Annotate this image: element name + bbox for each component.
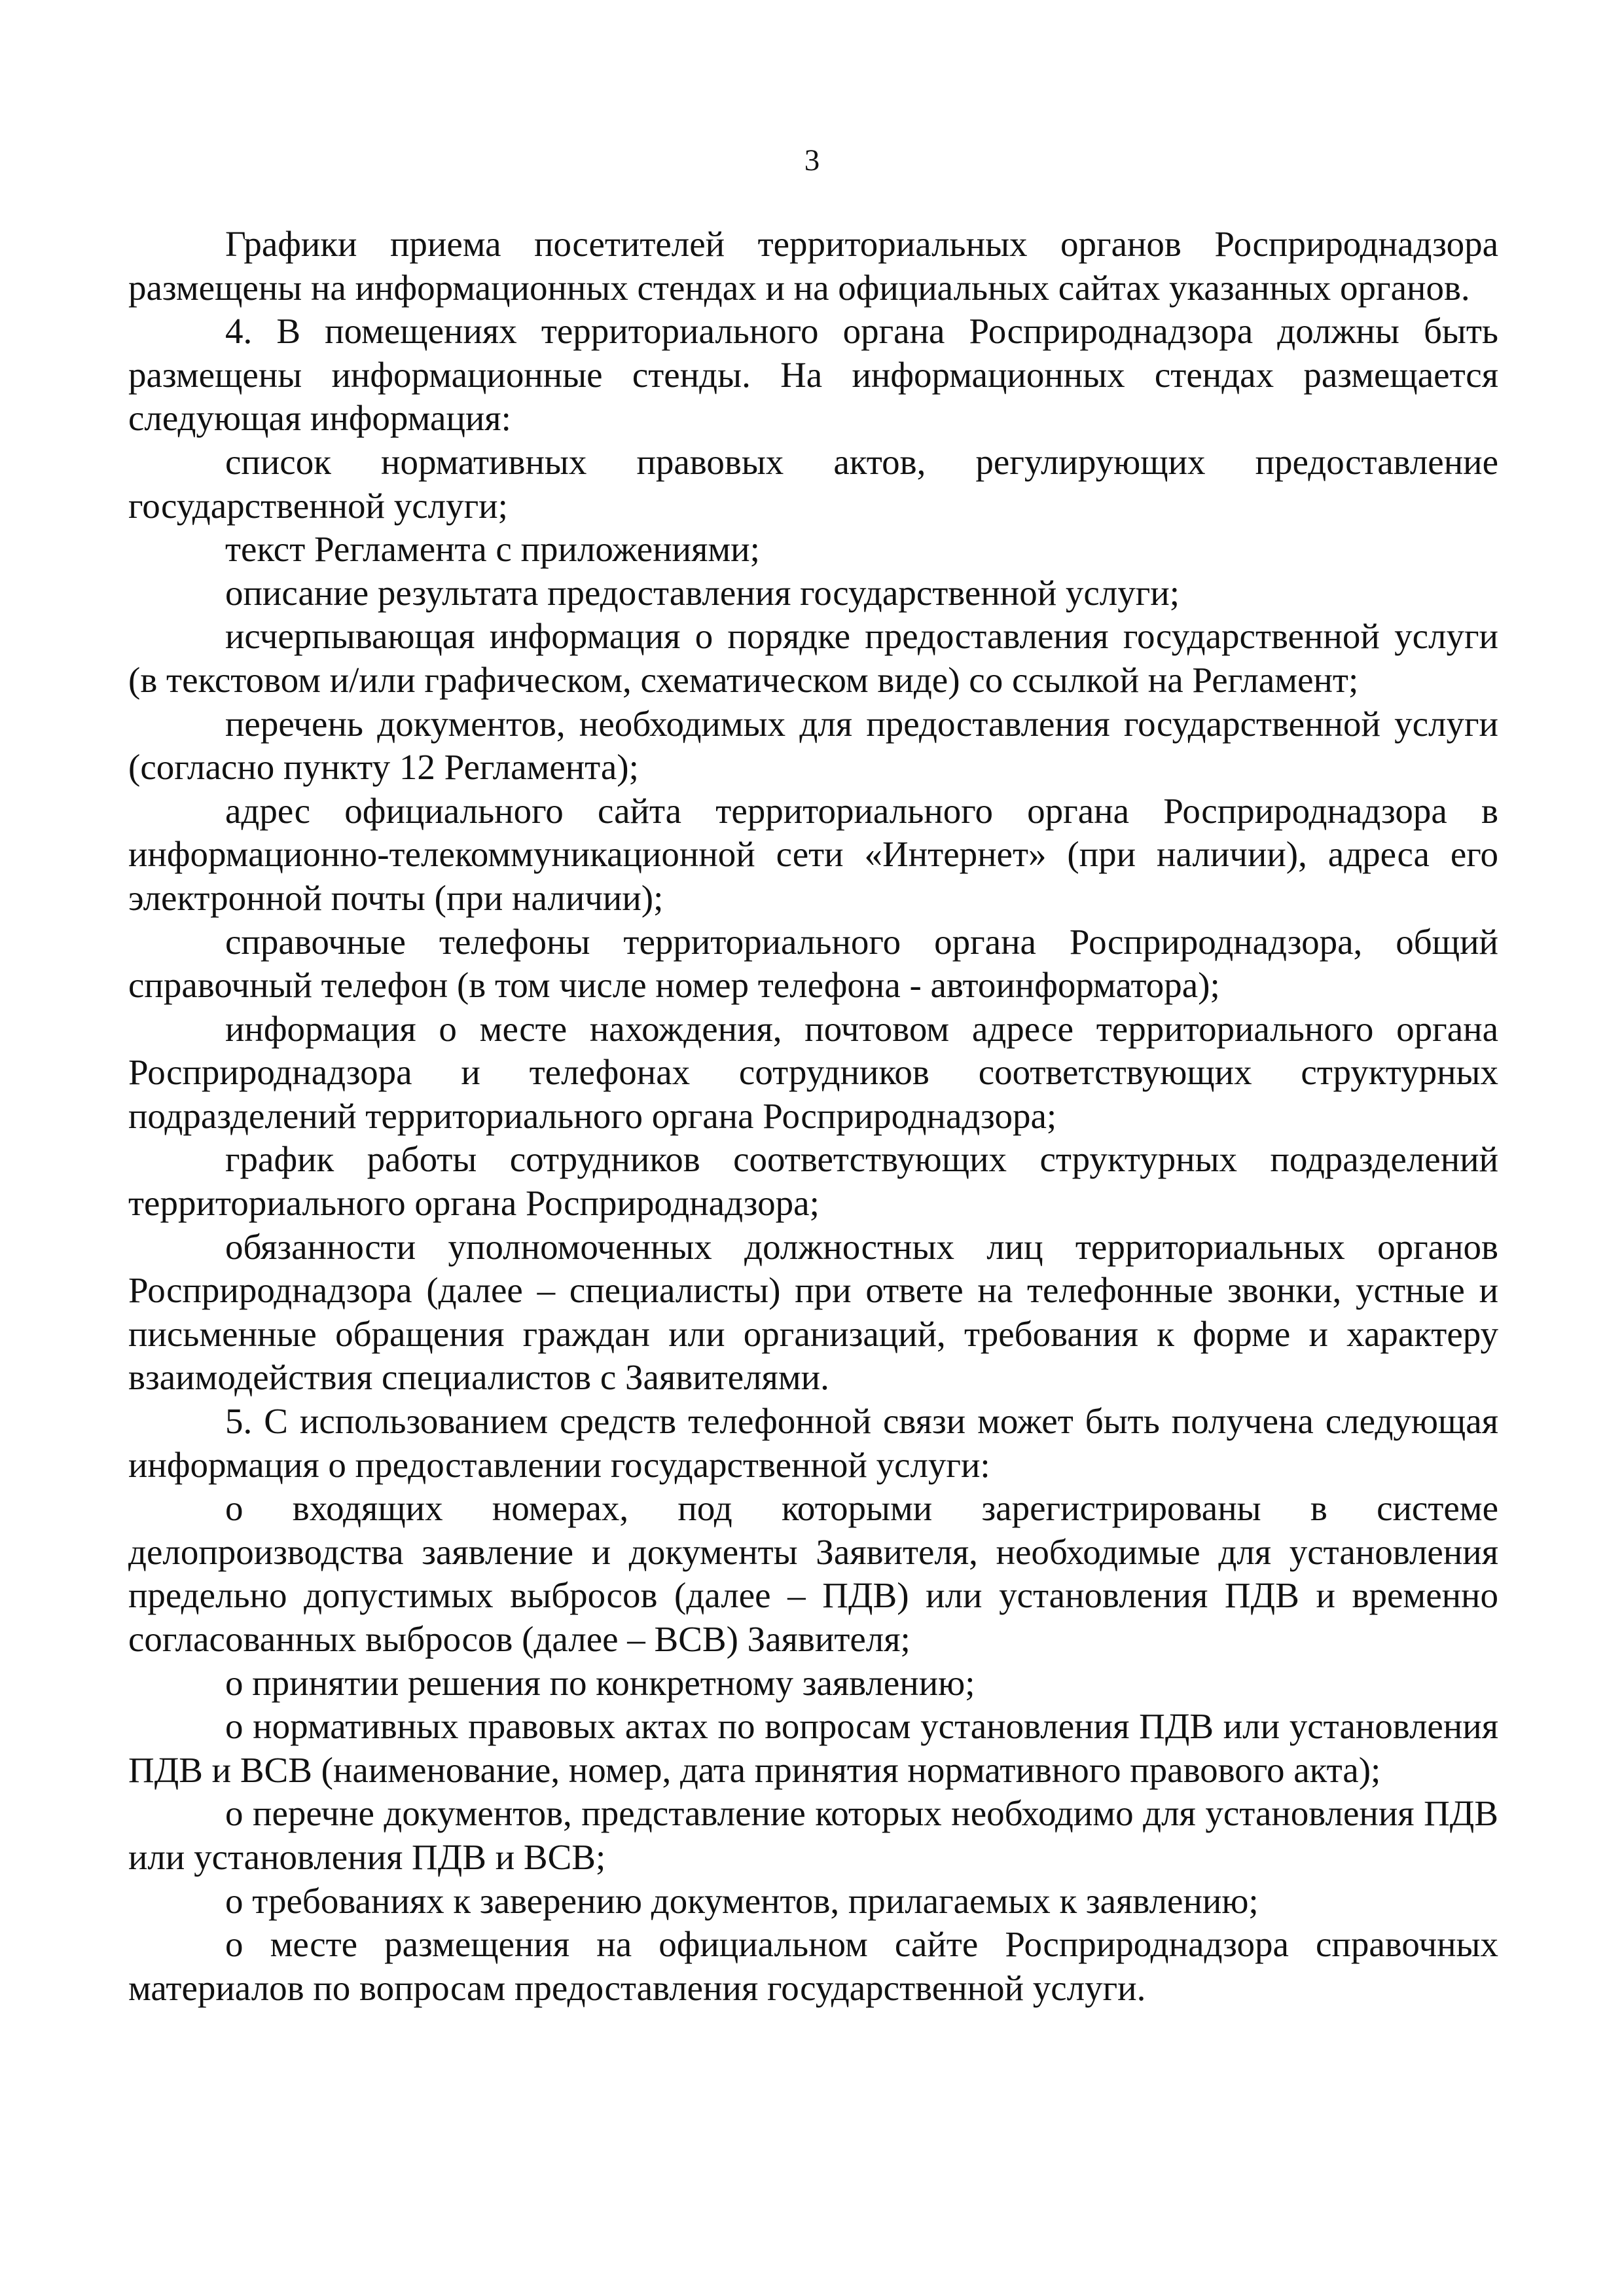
list-item-certification-requirements: о требованиях к заверению документов, прилагаемых к заявлению; (225, 1880, 1259, 1921)
list-item-normative-acts: список нормативных правовых актов, регулирующих предоставление государственной услуги; (128, 441, 1498, 526)
list-item-normative-acts-pdv: о нормативных правовых актах по вопросам установления ПДВ или установления ПДВ и ВСВ (наименование, номер, дата принятия нормативного правового акта); (128, 1706, 1498, 1790)
document-body (128, 223, 1498, 2010)
paragraph-item-5-phone-info: 5. С использованием средств телефонной связи может быть получена следующая информация о предоставлении государственной услуги: (128, 1401, 1498, 1485)
list-item-website-address: адрес официального сайта территориального органа Росприроднадзора в информационно-телекоммуникационной сети «Интернет» (при наличии), адреса его электронной почты (при наличии); (128, 790, 1498, 918)
list-item-procedure-info: исчерпывающая информация о порядке предоставления государственной услуги (в текстовом и/или графическом, схематическом виде) со ссылкой на Регламент; (128, 616, 1498, 700)
page-number: 3 (804, 143, 820, 177)
list-item-documents-required: о перечне документов, представление которых необходимо для установления ПДВ или установления ПДВ и ВСВ; (128, 1793, 1498, 1877)
list-item-service-result: описание результата предоставления государственной услуги; (225, 572, 1180, 613)
list-item-specialist-duties: обязанности уполномоченных должностных лиц территориальных органов Росприроднадзора (далее – специалисты) при ответе на телефонные звонки, устные и письменные обращения граждан или организаций, требования к форме и характеру взаимодействия специалистов с Заявителями. (128, 1226, 1498, 1398)
list-item-documents-list: перечень документов, необходимых для предоставления государственной услуги (согласно пункту 12 Регламента); (128, 703, 1498, 788)
list-item-decision: о принятии решения по конкретному заявлению; (225, 1662, 975, 1703)
list-item-reference-materials: о месте размещения на официальном сайте Росприроднадзора справочных материалов по вопросам предоставления государственной услуги. (128, 1924, 1498, 2008)
list-item-incoming-numbers: о входящих номерах, под которыми зарегистрированы в системе делопроизводства заявление и документы Заявителя, необходимые для установления предельно допустимых выбросов (далее – ПДВ) или установления ПДВ и временно согласованных выбросов (далее – ВСВ) Заявителя; (128, 1488, 1498, 1659)
list-item-regulation-text: текст Регламента с приложениями; (225, 529, 760, 570)
list-item-reference-phones: справочные телефоны территориального органа Росприроднадзора, общий справочный телефон (в том числе номер телефона - автоинформатора); (128, 921, 1498, 1006)
list-item-work-schedule: график работы сотрудников соответствующих структурных подразделений территориального органа Росприроднадзора; (128, 1139, 1498, 1224)
list-item-location-info: информация о месте нахождения, почтовом адресе территориального органа Росприроднадзора и телефонах сотрудников соответствующих структурных подразделений территориального органа Росприроднадзора; (128, 1008, 1498, 1136)
paragraph-visitor-schedules: Графики приема посетителей территориальных органов Росприроднадзора размещены на информационных стендах и на официальных сайтах указанных органов. (128, 224, 1498, 308)
paragraph-item-4-info-stands: 4. В помещениях территориального органа Росприроднадзора должны быть размещены информационные стенды. На информационных стендах размещается следующая информация: (128, 311, 1498, 439)
